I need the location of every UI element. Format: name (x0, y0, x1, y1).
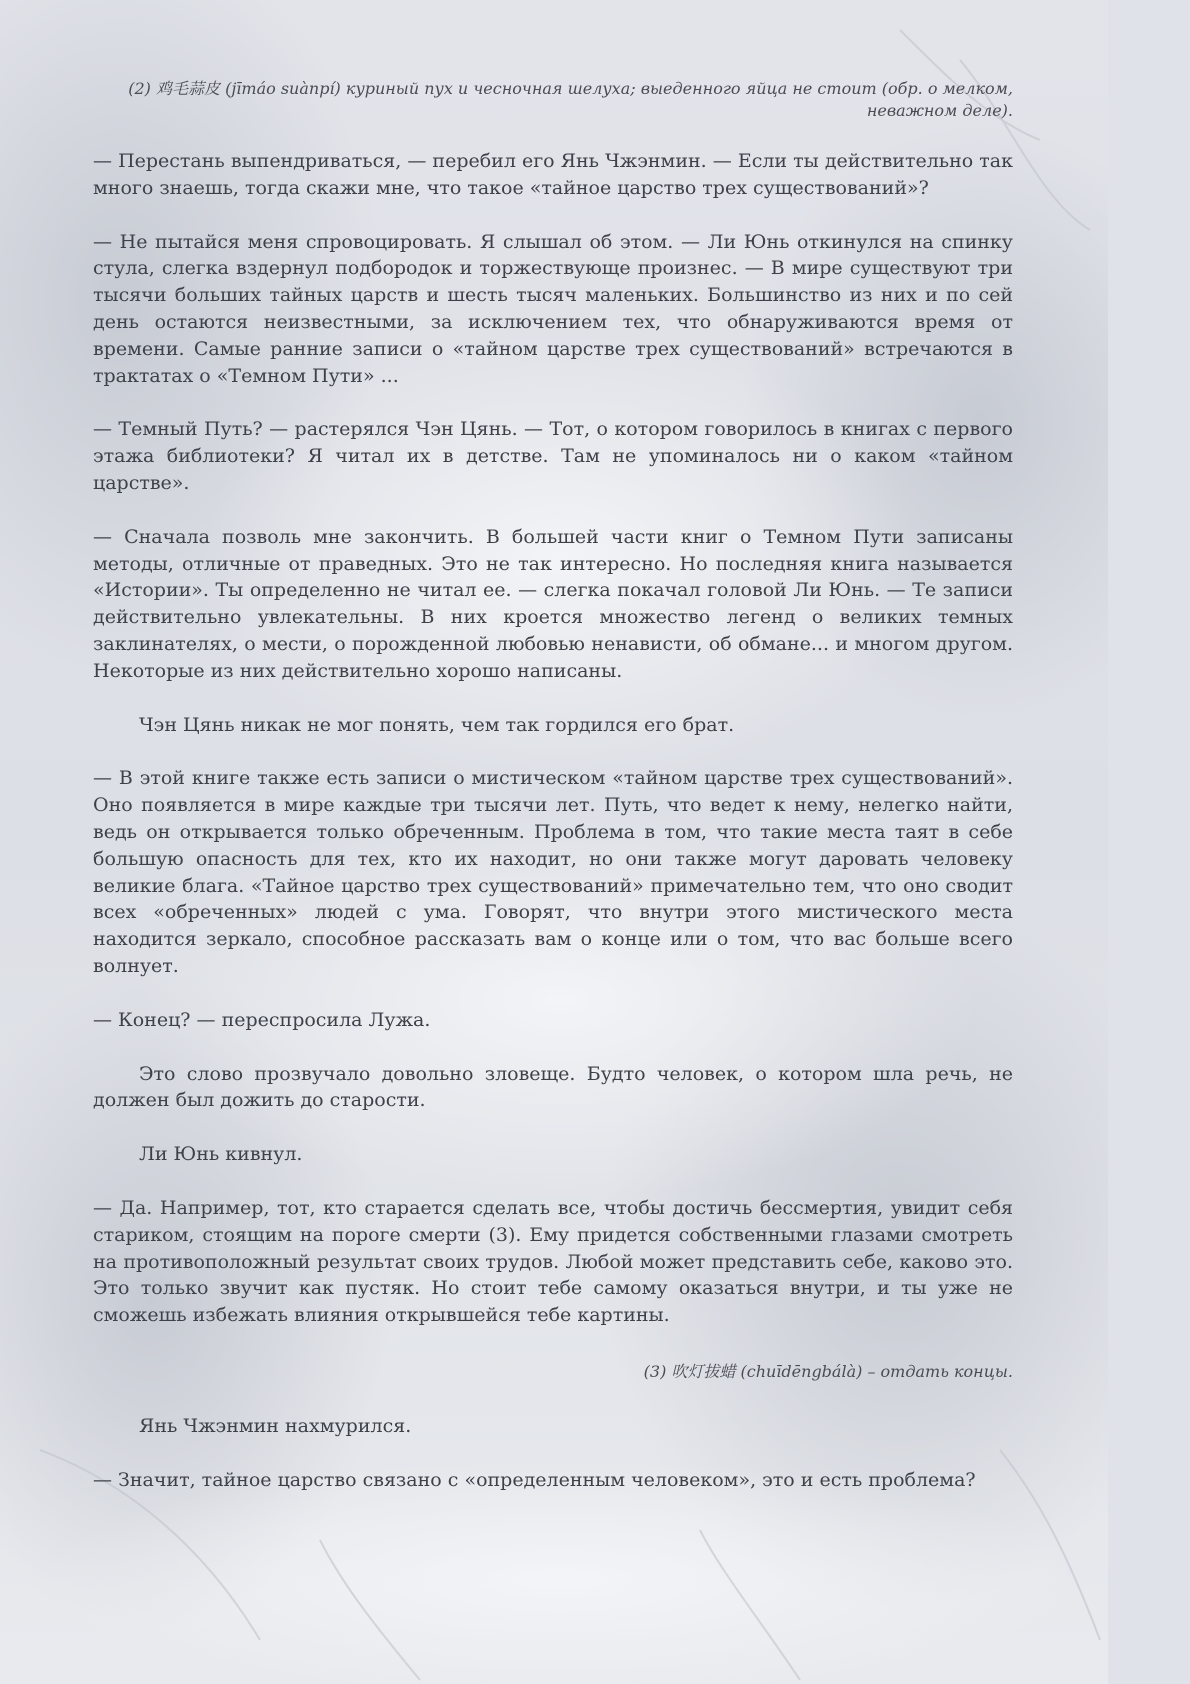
paragraph-3: — Темный Путь? — растерялся Чэн Цянь. — Тот, о котором говорилось в книгах с первого этажа библиотеки? Я читал их в детстве. Там не упоминалось ни о каком «тайном царстве». (93, 418, 1013, 494)
page-content (93, 78, 1013, 1493)
paragraph-2: — Не пытайся меня спровоцировать. Я слышал об этом. — Ли Юнь откинулся на спинку стула, слегка вздернул подбородок и торжествующе произнес. — В мире существуют три тысячи больших тайных царств и шесть тысяч маленьких. Большинство из них и по сей день остаются неизвестными, за исключением тех, что обнаруживаются время от времени. Самые ранние записи о «тайном царстве трех существований» встречаются в трактатах о «Темном Пути» ... (93, 230, 1013, 387)
paragraph-8: Это слово прозвучало довольно зловеще. Будто человек, о котором шла речь, не должен был дожить до старости. (93, 1062, 1013, 1112)
footnote-2: (2) 鸡毛蒜皮 (jīmáo suànpí) куриный пух и чесночная шелуха; выеденного яйца не стоит (обр. о мелком, неважном деле). (128, 79, 1013, 120)
paragraph-11: Янь Чжэнмин нахмурился. (139, 1414, 412, 1437)
paragraph-4: — Сначала позволь мне закончить. В большей части книг о Темном Пути записаны методы, отличные от праведных. Это не так интересно. Но последняя книга называется «Истории». Ты определенно не читал ее. — слегка покачал головой Ли Юнь. — Те записи действительно увлекательны. В них кроется множество легенд о великих темных заклинателях, о мести, о порожденной любовью ненависти, об обмане... и многом другом. Некоторые из них действительно хорошо написаны. (93, 525, 1013, 682)
paragraph-6: — В этой книге также есть записи о мистическом «тайном царстве трех существований». Оно появляется в мире каждые три тысячи лет. Путь, что ведет к нему, нелегко найти, ведь он открывается только обреченным. Проблема в том, что такие места таят в себе большую опасность для тех, кто их находит, но они также могут даровать человеку великие блага. «Тайное царство трех существований» примечательно тем, что оно сводит всех «обреченных» людей с ума. Говорят, что внутри этого мистического места находится зеркало, способное рассказать вам о конце или о том, что вас больше всего волнует. (93, 767, 1013, 977)
paragraph-9: Ли Юнь кивнул. (139, 1143, 303, 1166)
paragraph-7: — Конец? — переспросила Лужа. (93, 1008, 431, 1031)
paragraph-12: — Значит, тайное царство связано с «определенным человеком», это и есть проблема? (93, 1468, 976, 1491)
footnote-3: (3) 吹灯拔蜡 (chuīdēngbálà) – отдать концы. (643, 1361, 1013, 1381)
paragraph-5: Чэн Цянь никак не мог понять, чем так гордился его брат. (139, 713, 735, 736)
paragraph-10: — Да. Например, тот, кто старается сделать все, чтобы достичь бессмертия, увидит себя стариком, стоящим на пороге смерти (3). Ему придется собственными глазами смотреть на противоположный результат своих трудов. Любой может представить себе, каково это. Это только звучит как пустяк. Но стоит тебе самому оказаться внутри, и ты уже не сможешь избежать влияния открывшейся тебе картины. (93, 1196, 1013, 1327)
paragraph-1: — Перестань выпендриваться, — перебил его Янь Чжэнмин. — Если ты действительно так много знаешь, тогда скажи мне, что такое «тайное царство трех существований»? (93, 150, 1013, 199)
